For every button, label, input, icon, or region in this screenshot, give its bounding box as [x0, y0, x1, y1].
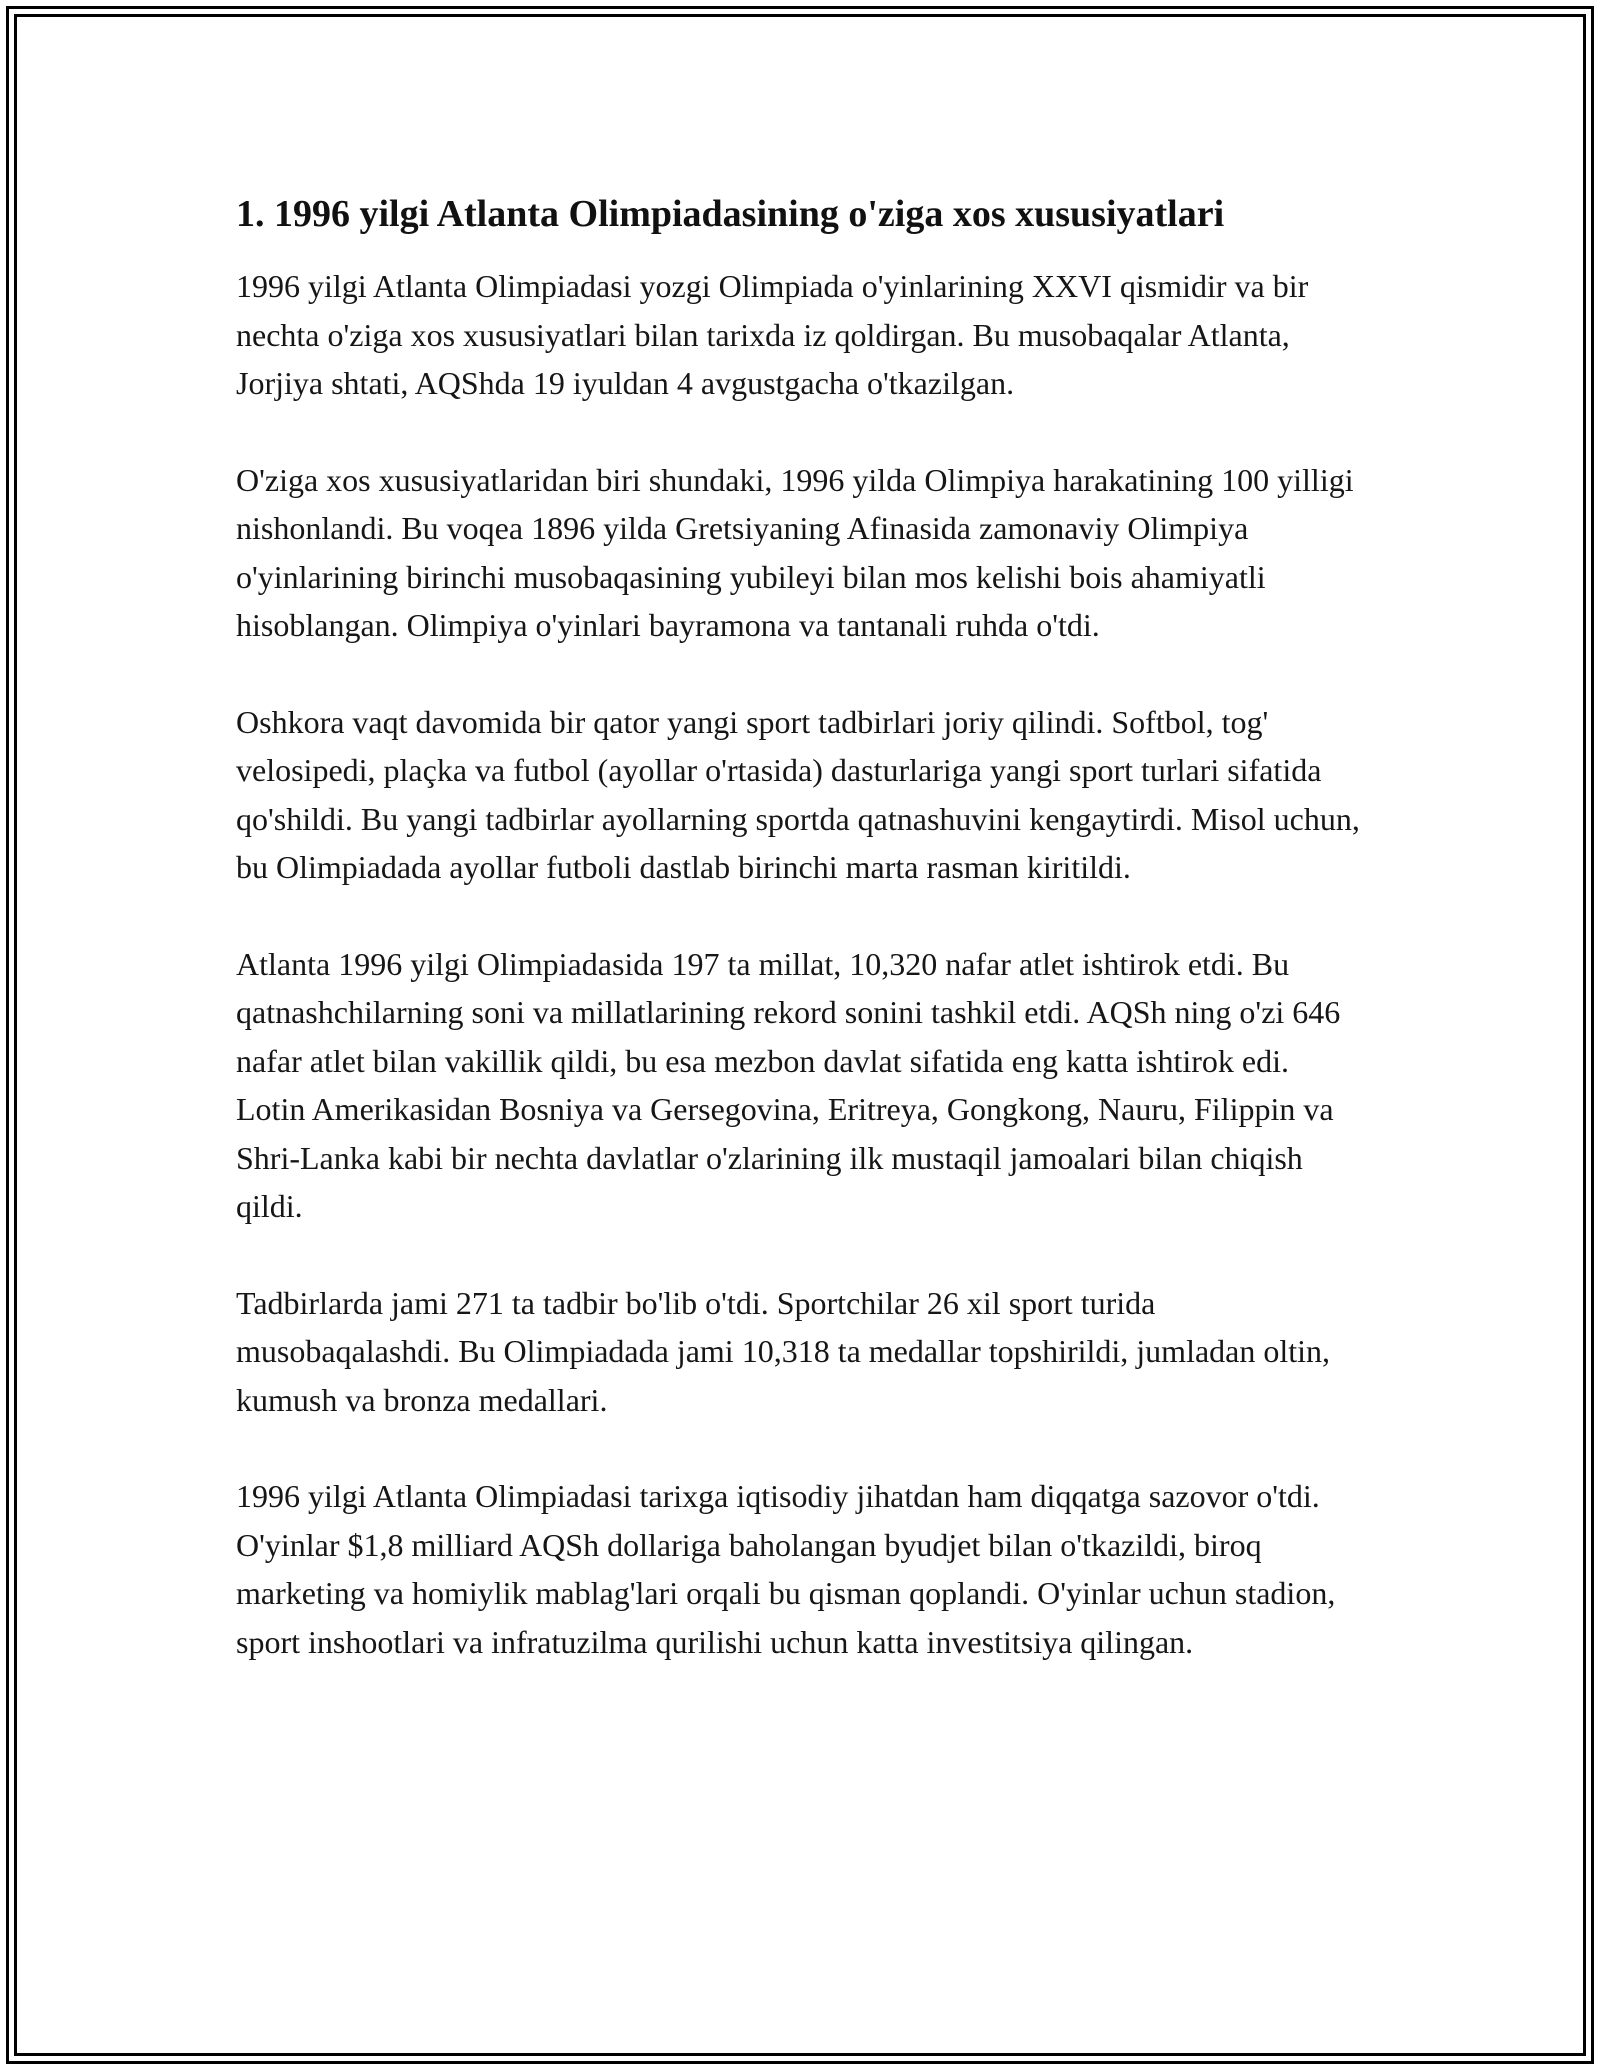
document-body	[236, 188, 1366, 1714]
paragraph-centennial: O'ziga xos xususiyatlaridan biri shundaki, 1996 yilda Olimpiya harakatining 100 yilligi nishonlandi. Bu voqea 1896 yilda Gretsiyaning Afinasida zamonaviy Olimpiya o'yinlarining birinchi musobaqasining yubileyi bilan mos kelishi bois ahamiyatli hisoblangan. Olimpiya o'yinlari bayramona va tantanali ruhda o'tdi.	[236, 461, 1354, 643]
paragraph-participants: Atlanta 1996 yilgi Olimpiadasida 197 ta millat, 10,320 nafar atlet ishtirok etdi. Bu qatnashchilarning soni va millatlarining rekord sonini tashkil etdi. AQSh ning o'zi 646 nafar atlet bilan vakillik qildi, bu esa mezbon davlat sifatida eng katta ishtirok edi. Lotin Amerikasidan Bosniya va Gersegovina, Eritreya, Gongkong, Nauru, Filippin va Shri-Lanka kabi bir nechta davlatlar o'zlarining ilk mustaqil jamoalari bilan chiqish qildi.	[236, 945, 1341, 1224]
paragraph-new-sports: Oshkora vaqt davomida bir qator yangi sport tadbirlari joriy qilindi. Softbol, tog' velosipedi, plaçka va futbol (ayollar o'rtasida) dasturlariga yangi sport turlari sifatida qo'shildi. Bu yangi tadbirlar ayollarning sportda qatnashuvini kengaytirdi. Misol uchun, bu Olimpiadada ayollar futboli dastlab birinchi marta rasman kiritildi.	[236, 703, 1360, 885]
paragraph-intro: 1996 yilgi Atlanta Olimpiadasi yozgi Olimpiada o'yinlarining XXVI qismidir va bir nechta o'ziga xos xususiyatlari bilan tarixda iz qoldirgan. Bu musobaqalar Atlanta, Jorjiya shtati, AQShda 19 iyuldan 4 avgustgacha o'tkazilgan.	[236, 268, 1309, 401]
section-heading: 1. 1996 yilgi Atlanta Olimpiadasining o'ziga xos xususiyatlari	[236, 193, 1225, 235]
paragraph-events-medals: Tadbirlarda jami 271 ta tadbir bo'lib o'tdi. Sportchilar 26 xil sport turida musobaqalashdi. Bu Olimpiadada jami 10,318 ta medallar topshirildi, jumladan oltin, kumush va bronza medallari.	[236, 1284, 1331, 1418]
paragraph-economics: 1996 yilgi Atlanta Olimpiadasi tarixga iqtisodiy jihatdan ham diqqatga sazovor o'tdi. O'yinlar $1,8 milliard AQSh dollariga baholangan byudjet bilan o'tkazildi, biroq marketing va homiylik mablag'lari orqali bu qisman qoplandi. O'yinlar uchun stadion, sport inshootlari va infratuzilma qurilishi uchun katta investitsiya qilingan.	[236, 1478, 1336, 1660]
